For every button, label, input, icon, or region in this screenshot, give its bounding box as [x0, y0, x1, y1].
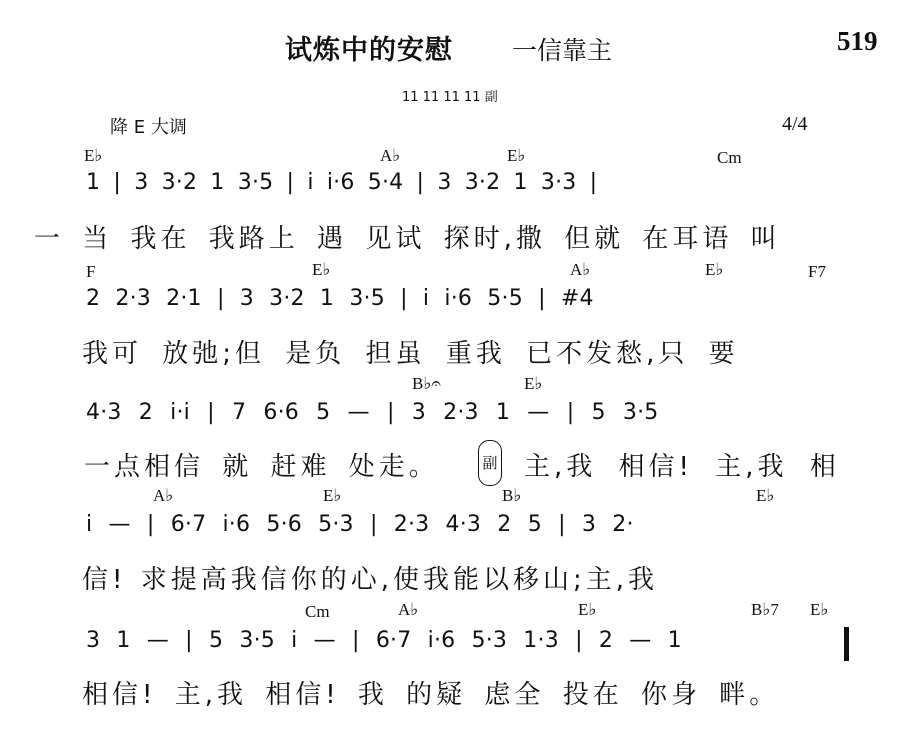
lyrics-line: 信! 求提高我信你的心,使我能以移山;主,我: [82, 565, 658, 595]
chord-symbol: B♭𝄐: [412, 374, 441, 393]
notation-line: 3 1 — | 5 3·5 i — | 6·7 i·6 5·3 1·3 | 2 — 1: [86, 628, 682, 653]
chord-symbol: E♭: [578, 600, 597, 619]
chord-symbol: E♭: [810, 600, 829, 619]
chord-symbol: E♭: [84, 146, 103, 165]
chord-symbol: Cm: [305, 602, 330, 621]
chord-symbol: A♭: [153, 486, 174, 505]
lyrics-line: 一点相信 就 赶难 处走。: [84, 452, 439, 482]
chord-symbol: E♭: [312, 260, 331, 279]
lyrics-line-refrain: 主,我 相信! 主,我 相: [524, 452, 840, 482]
chord-symbol: F: [86, 262, 96, 281]
meter-label: 11 11 11 11 副: [402, 90, 498, 105]
hymn-number: 519: [837, 26, 878, 56]
lyrics-line: 相信! 主,我 相信! 我 的疑 虑全 投在 你身 畔。: [82, 680, 780, 710]
chord-symbol: E♭: [756, 486, 775, 505]
refrain-marker: 副: [478, 440, 502, 486]
chord-symbol: B♭: [502, 486, 522, 505]
notation-line: i — | 6·7 i·6 5·6 5·3 | 2·3 4·3 2 5 | 3 2·: [86, 512, 634, 537]
chord-symbol: A♭: [380, 146, 401, 165]
chord-symbol: F7: [808, 262, 826, 281]
chord-symbol: Cm: [717, 148, 742, 167]
chord-symbol: E♭: [705, 260, 724, 279]
time-signature: 4/4: [782, 113, 808, 135]
notation-line: 2 2·3 2·1 | 3 3·2 1 3·5 | i i·6 5·5 | #4: [86, 286, 594, 311]
lyrics-line: 我可 放弛;但 是负 担虽 重我 已不发愁,只 要: [82, 339, 739, 369]
chord-symbol: A♭: [570, 260, 591, 279]
chord-symbol: E♭: [507, 146, 526, 165]
hymn-title: 试炼中的安慰: [285, 35, 453, 66]
lyrics-line: 一 当 我在 我路上 遇 见试 探时,撒 但就 在耳语 叫: [34, 224, 781, 254]
chord-symbol: E♭: [323, 486, 342, 505]
key-signature: 降 E 大调: [110, 117, 187, 138]
notation-line: 1 | 3 3·2 1 3·5 | i i·6 5·4 | 3 3·2 1 3·3 |: [86, 170, 598, 195]
chord-symbol: A♭: [398, 600, 419, 619]
chord-symbol: B♭7: [751, 600, 779, 619]
notation-line: 4·3 2 i·i | 7 6·6 5 — | 3 2·3 1 — | 5 3·5: [86, 400, 659, 425]
chord-symbol: E♭: [524, 374, 543, 393]
hymn-subtitle: 一信靠主: [512, 36, 613, 65]
final-barline: [844, 627, 849, 661]
